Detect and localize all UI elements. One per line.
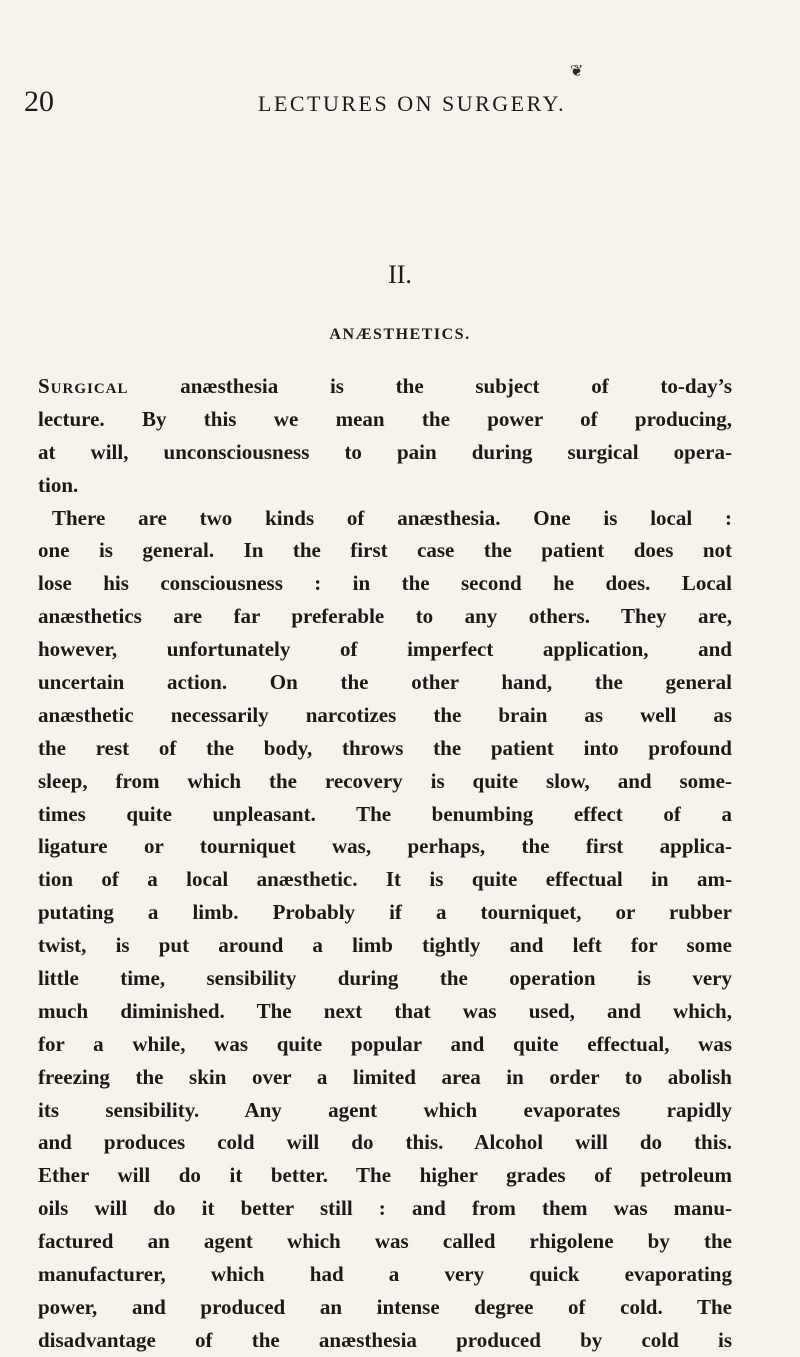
text-line: times quite unpleasant. The benumbing effect of a <box>38 801 732 826</box>
text-line: lose his consciousness : in the second he does. Local <box>38 571 732 596</box>
text-line: its sensibility. Any agent which evaporates rapidly <box>38 1097 732 1122</box>
text-line: There are two kinds of anæsthesia. One is local : <box>52 505 732 530</box>
text-line: tion. <box>38 472 79 497</box>
text-line: one is general. In the first case the patient does not <box>38 538 732 563</box>
text-line: little time, sensibility during the operation is very <box>38 966 732 991</box>
chapter-number: II. <box>388 260 412 289</box>
running-title: LECTURES ON SURGERY. <box>258 91 567 116</box>
text-line: lecture. By this we mean the power of producing, <box>38 406 732 431</box>
text-line: oils will do it better still : and from them was manu- <box>38 1196 732 1221</box>
page-number: 20 <box>24 85 54 118</box>
text-line: freezing the skin over a limited area in order to abolish <box>38 1064 732 1089</box>
text-line: power, and produced an intense degree of cold. The <box>38 1294 732 1319</box>
page-mark: ❦ <box>570 63 584 80</box>
text-line: twist, is put around a limb tightly and left for some <box>38 933 732 958</box>
text-line: uncertain action. On the other hand, the general <box>38 670 732 695</box>
chapter-title: ANÆSTHETICS. <box>329 326 471 343</box>
text-line: tion of a local anæsthetic. It is quite effectual in am- <box>38 867 732 892</box>
text-line: manufacturer, which had a very quick evaporating <box>38 1262 732 1287</box>
text-line: at will, unconsciousness to pain during surgical opera- <box>38 439 732 464</box>
text-line: and produces cold will do this. Alcohol will do this. <box>38 1130 732 1155</box>
text-line: for a while, was quite popular and quite effectual, was <box>38 1031 732 1056</box>
text-line: anæsthetics are far preferable to any others. They are, <box>38 604 732 629</box>
text-line: factured an agent which was called rhigolene by the <box>38 1229 732 1254</box>
text-line: however, unfortunately of imperfect application, and <box>38 637 732 662</box>
text-line: much diminished. The next that was used, and which, <box>38 998 732 1023</box>
text-line: Ether will do it better. The higher grades of petroleum <box>38 1163 732 1188</box>
text-line: Surgical anæsthesia is the subject of to-day’s <box>38 374 732 398</box>
running-head <box>0 86 800 118</box>
text-line: putating a limb. Probably if a tourniquet, or rubber <box>38 900 732 925</box>
lead-word: Surgical <box>38 374 129 398</box>
text-line: disadvantage of the anæsthesia produced by cold is <box>38 1327 732 1352</box>
text-line: the rest of the body, throws the patient into profound <box>38 735 732 760</box>
body-text <box>38 370 732 1357</box>
text-line: sleep, from which the recovery is quite slow, and some- <box>38 768 732 793</box>
text-line: anæsthetic necessarily narcotizes the brain as well as <box>38 702 732 727</box>
text-line: ligature or tourniquet was, perhaps, the first applica- <box>38 834 732 859</box>
